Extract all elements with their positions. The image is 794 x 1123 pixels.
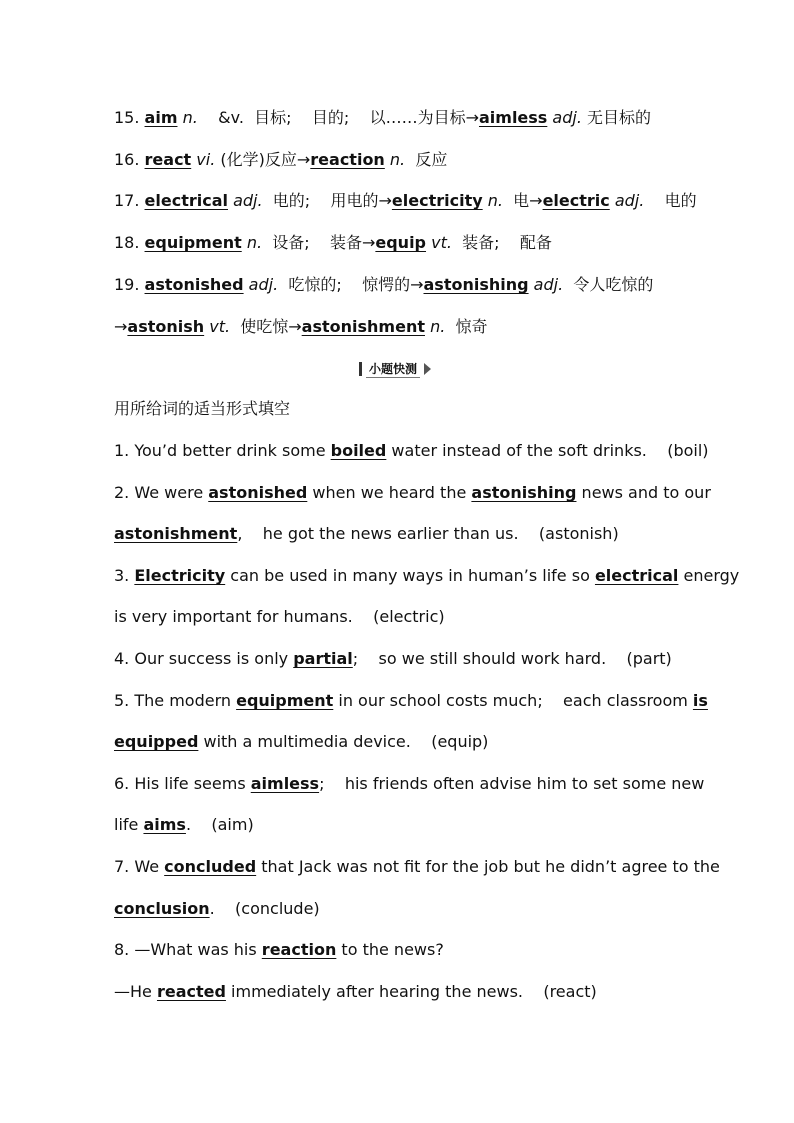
definition: 使吃惊→	[230, 317, 302, 336]
section-banner	[356, 360, 434, 378]
definition: 吃惊的; 惊愕的→	[278, 275, 424, 294]
exercise-4	[114, 648, 672, 670]
answer: aimless	[250, 774, 320, 793]
vocab-item-18	[114, 232, 552, 254]
item-number: 16.	[114, 150, 145, 169]
sentence-text: 4. Our success is only	[114, 649, 294, 668]
part-of-speech: adj.	[547, 108, 582, 127]
answer: electrical	[594, 566, 679, 585]
exercise-1	[114, 440, 709, 462]
part-of-speech: adj.	[243, 275, 279, 294]
key-word: astonished	[144, 275, 244, 294]
exercise-5-continued	[114, 731, 488, 753]
item-number: 19.	[114, 275, 145, 294]
definition: 惊奇	[445, 317, 488, 336]
key-word: react	[144, 150, 192, 169]
key-word: electrical	[144, 191, 228, 210]
definition: 设备; 装备→	[262, 233, 376, 252]
answer: astonishing	[471, 483, 577, 502]
part-of-speech: adj.	[609, 191, 645, 210]
exercise-6	[114, 773, 705, 795]
banner-arrow-icon	[424, 363, 431, 375]
answer: reacted	[156, 982, 226, 1001]
item-number: 15.	[114, 108, 145, 127]
definition: 无目标的	[581, 108, 651, 127]
exercise-5	[114, 690, 708, 712]
definition: 电的	[644, 191, 697, 210]
sentence-text: water instead of the soft drinks. (boil)	[386, 441, 709, 460]
sentence-text: 1. You’d better drink some	[114, 441, 331, 460]
part-of-speech: n.	[384, 150, 406, 169]
sentence-text: 2. We were	[114, 483, 209, 502]
definition: &v. 目标; 目的; 以……为目标→	[197, 108, 479, 127]
exercise-7-continued	[114, 898, 320, 920]
sentence-text: . (conclude)	[209, 899, 320, 918]
answer: equipment	[236, 691, 334, 710]
answer: reaction	[261, 940, 337, 959]
part-of-speech: vt.	[204, 317, 231, 336]
exercise-7	[114, 856, 720, 878]
answer: equipped	[114, 732, 199, 751]
derived-word: electricity	[391, 191, 483, 210]
part-of-speech: n.	[177, 108, 198, 127]
vocab-item-15	[114, 107, 651, 129]
sentence-text: . (aim)	[185, 815, 254, 834]
answer: aims	[143, 815, 186, 834]
exercise-3-continued	[114, 606, 445, 628]
exercise-3	[114, 565, 739, 587]
sentence-text: that Jack was not fit for the job but he didn’t agree to the	[256, 857, 720, 876]
answer: Electricity	[134, 566, 226, 585]
answer: concluded	[164, 857, 257, 876]
exercise-2-continued	[114, 523, 619, 545]
sentence-text: in our school costs much; each classroom	[333, 691, 693, 710]
item-number: 18.	[114, 233, 145, 252]
sentence-text: life	[114, 815, 144, 834]
sentence-text: 3.	[114, 566, 135, 585]
definition: (化学)反应→	[215, 150, 311, 169]
exercise-2	[114, 482, 711, 504]
banner-bar-icon	[359, 362, 362, 376]
key-word: aim	[144, 108, 178, 127]
vocab-item-16	[114, 149, 447, 171]
sentence-text: , he got the news earlier than us. (astonish)	[237, 524, 619, 543]
exercise-6-continued	[114, 814, 254, 836]
vocab-item-17	[114, 190, 697, 212]
sentence-text: can be used in many ways in human’s life so	[225, 566, 595, 585]
derived-word: equip	[375, 233, 427, 252]
instruction: 用所给词的适当形式填空	[114, 399, 291, 418]
sentence-text: with a multimedia device. (equip)	[198, 732, 489, 751]
derived-word: aimless	[478, 108, 548, 127]
derived-word: electric	[542, 191, 610, 210]
sentence-text: news and to our	[576, 483, 711, 502]
part-of-speech: adj.	[528, 275, 564, 294]
exercise-8-continued	[114, 981, 597, 1003]
sentence-text: 8. —What was his	[114, 940, 262, 959]
definition: 装备; 配备	[451, 233, 552, 252]
sentence-text: 5. The modern	[114, 691, 237, 710]
answer: partial	[293, 649, 353, 668]
derived-word: astonishing	[423, 275, 529, 294]
arrow-icon: →	[114, 317, 128, 336]
answer: conclusion	[114, 899, 210, 918]
derived-word: astonish	[127, 317, 205, 336]
sentence-text: immediately after hearing the news. (react)	[225, 982, 597, 1001]
sentence-text: —He	[114, 982, 157, 1001]
sentence-text: ; so we still should work hard. (part)	[352, 649, 672, 668]
answer: astonished	[208, 483, 308, 502]
part-of-speech: vi.	[191, 150, 216, 169]
part-of-speech: vt.	[426, 233, 452, 252]
section-title: 小题快测	[366, 360, 420, 378]
key-word: equipment	[144, 233, 242, 252]
part-of-speech: n.	[482, 191, 503, 210]
answer: boiled	[330, 441, 387, 460]
item-number: 17.	[114, 191, 145, 210]
answer: is	[692, 691, 708, 710]
definition: 反应	[405, 150, 448, 169]
part-of-speech: n.	[424, 317, 446, 336]
sentence-text: energy	[678, 566, 740, 585]
definition: 令人吃惊的	[563, 275, 654, 294]
derived-word: astonishment	[301, 317, 425, 336]
definition: 电的; 用电的→	[262, 191, 392, 210]
part-of-speech: adj.	[228, 191, 263, 210]
answer: astonishment	[114, 524, 238, 543]
sentence-text: when we heard the	[307, 483, 472, 502]
part-of-speech: n.	[241, 233, 263, 252]
exercise-8	[114, 939, 444, 961]
sentence-text: is very important for humans. (electric)	[114, 607, 445, 626]
sentence-text: 7. We	[114, 857, 165, 876]
sentence-text: ; his friends often advise him to set some new	[319, 774, 705, 793]
vocab-item-19-continued	[114, 316, 487, 338]
derived-word: reaction	[310, 150, 385, 169]
sentence-text: 6. His life seems	[114, 774, 251, 793]
vocab-item-19	[114, 274, 653, 296]
sentence-text: to the news?	[336, 940, 444, 959]
definition: 电→	[502, 191, 543, 210]
